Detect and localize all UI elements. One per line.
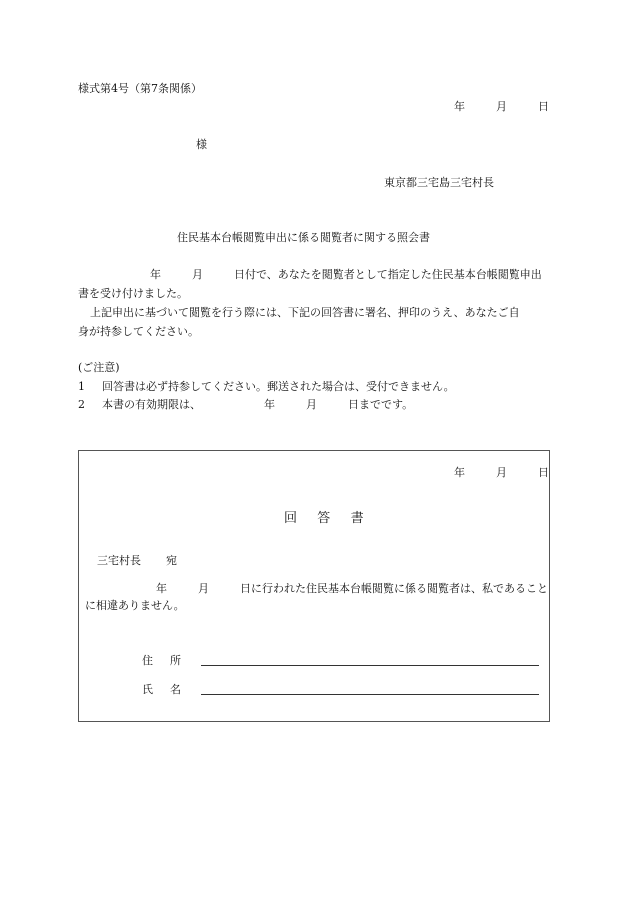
- body-line-2: 書を受け付けました。: [78, 287, 188, 300]
- note-text-b: 日までです。: [348, 398, 414, 411]
- header-date: [454, 100, 549, 114]
- reply-recipient: [97, 554, 177, 568]
- reply-title-char: 回: [284, 511, 298, 526]
- body-line-1: [150, 268, 542, 282]
- body-date-day-text: 日付で、あなたを閲覧者として指定した住民基本台帳閲覧申出: [234, 268, 542, 281]
- note-item: [78, 398, 413, 412]
- header-date-day: 日: [538, 100, 549, 113]
- note-year: 年: [264, 398, 275, 411]
- name-label-char: 氏: [142, 683, 153, 696]
- body-line-3: 上記申出に基づいて閲覧を行う際には、下記の回答書に署名、押印のうえ、あなたご自: [90, 306, 520, 319]
- note-item: [78, 380, 455, 394]
- reply-title-char: 書: [350, 511, 364, 526]
- reply-date-day: 日: [538, 466, 549, 479]
- header-date-month: 月: [496, 100, 507, 113]
- statement-year: 年: [156, 582, 167, 595]
- reply-form-box: [78, 450, 550, 722]
- reply-recipient-suffix: 宛: [166, 554, 177, 567]
- body-line-4: 身が持参してください。: [78, 325, 199, 338]
- reply-statement-line-1: [156, 582, 548, 596]
- note-number: 2: [78, 398, 85, 411]
- name-label: [142, 683, 181, 697]
- address-field-line[interactable]: [201, 665, 539, 666]
- name-field-line[interactable]: [201, 694, 539, 695]
- reply-title-char: 答: [317, 511, 331, 526]
- notes-heading: (ご注意): [78, 361, 120, 374]
- statement-text: 日に行われた住民基本台帳閲覧に係る閲覧者は、私であること: [240, 582, 548, 595]
- reply-date-month: 月: [496, 466, 507, 479]
- reply-title: [284, 511, 364, 528]
- note-number: 1: [78, 380, 85, 393]
- address-label: [142, 654, 181, 668]
- body-date-month: 月: [192, 268, 203, 281]
- body-date-year: 年: [150, 268, 161, 281]
- document-title: 住民基本台帳閲覧申出に係る閲覧者に関する照会書: [177, 231, 430, 244]
- addressee-suffix: 様: [196, 138, 207, 151]
- reply-recipient-name: 三宅村長: [97, 554, 141, 567]
- reply-date-year: 年: [454, 466, 465, 479]
- header-date-year: 年: [454, 100, 465, 113]
- note-month: 月: [306, 398, 317, 411]
- reply-date: [454, 466, 549, 480]
- name-label-char: 名: [170, 683, 181, 696]
- form-number: 様式第4号（第7条関係）: [78, 82, 202, 95]
- note-text: 回答書は必ず持参してください。郵送された場合は、受付できません。: [102, 380, 455, 393]
- issuer: 東京都三宅島三宅村長: [384, 176, 494, 189]
- address-label-char: 所: [170, 654, 181, 667]
- note-text-a: 本書の有効期限は、: [102, 398, 201, 411]
- address-label-char: 住: [142, 654, 153, 667]
- reply-statement-line-2: に相違ありません。: [85, 599, 185, 612]
- statement-month: 月: [198, 582, 209, 595]
